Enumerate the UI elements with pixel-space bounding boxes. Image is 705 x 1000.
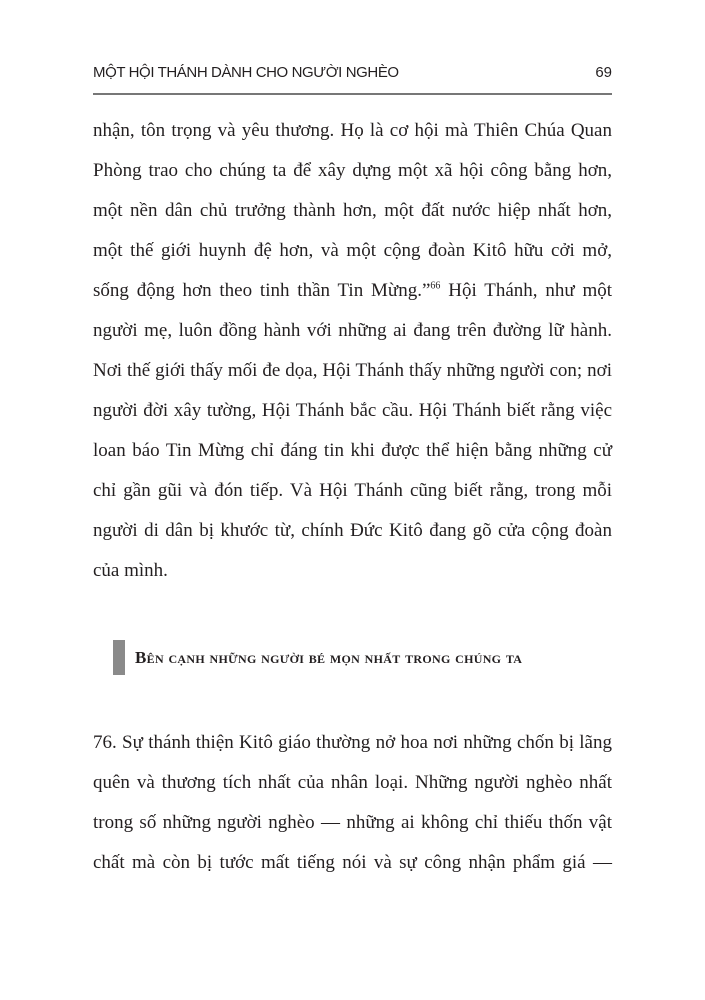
paragraph-76 [93, 723, 612, 883]
running-title: MỘT HỘI THÁNH DÀNH CHO NGƯỜI NGHÈO [93, 64, 399, 81]
text-line [93, 271, 612, 311]
text-line: trong số những người nghèo — những ai không chỉ thiếu thốn vật [93, 812, 612, 833]
header-rule [93, 93, 612, 95]
text-line: người di dân bị khước từ, chính Đức Kitô đang gõ cửa cộng đoàn [93, 520, 612, 541]
text-line: một nền dân chủ trưởng thành hơn, một đất nước hiệp nhất hơn, [93, 200, 612, 221]
text-line: nhận, tôn trọng và yêu thương. Họ là cơ hội mà Thiên Chúa Quan [93, 120, 612, 141]
footnote-ref-66: 66 [430, 280, 441, 292]
text-line: một thế giới huynh đệ hơn, và một cộng đoàn Kitô hữu cởi mở, [93, 240, 612, 261]
page-number: 69 [595, 64, 612, 81]
text-line: loan báo Tin Mừng chỉ đáng tin khi được thể hiện bằng những cử [93, 440, 612, 461]
section-heading-text: Bên cạnh những người bé mọn nhất trong chúng ta [135, 647, 523, 667]
text-line: chất mà còn bị tước mất tiếng nói và sự công nhận phẩm giá — [93, 852, 612, 873]
text-line: của mình. [93, 560, 168, 581]
quote-end: sống động hơn theo tinh thần Tin Mừng.” [93, 280, 431, 301]
text-line: người đời xây tường, Hội Thánh bắc cầu. Hội Thánh biết rằng việc [93, 400, 612, 421]
section-heading [113, 640, 522, 675]
text-line: Nơi thế giới thấy mối đe dọa, Hội Thánh thấy những người con; nơi [93, 360, 612, 381]
text-line: Phòng trao cho chúng ta để xây dựng một xã hội công bằng hơn, [93, 160, 612, 181]
text-line: quên và thương tích nhất của nhân loại. Những người nghèo nhất [93, 772, 612, 793]
text-line: 76. Sự thánh thiện Kitô giáo thường nở hoa nơi những chốn bị lãng [93, 732, 612, 753]
running-header [93, 64, 612, 86]
paragraph-1 [93, 111, 612, 591]
heading-bar [113, 640, 125, 675]
text-line: người mẹ, luôn đồng hành với những ai đang trên đường lữ hành. [93, 320, 612, 341]
text-line: chỉ gần gũi và đón tiếp. Và Hội Thánh cũng biết rằng, trong mỗi [93, 480, 612, 501]
sentence: Hội Thánh, như một [440, 280, 613, 301]
